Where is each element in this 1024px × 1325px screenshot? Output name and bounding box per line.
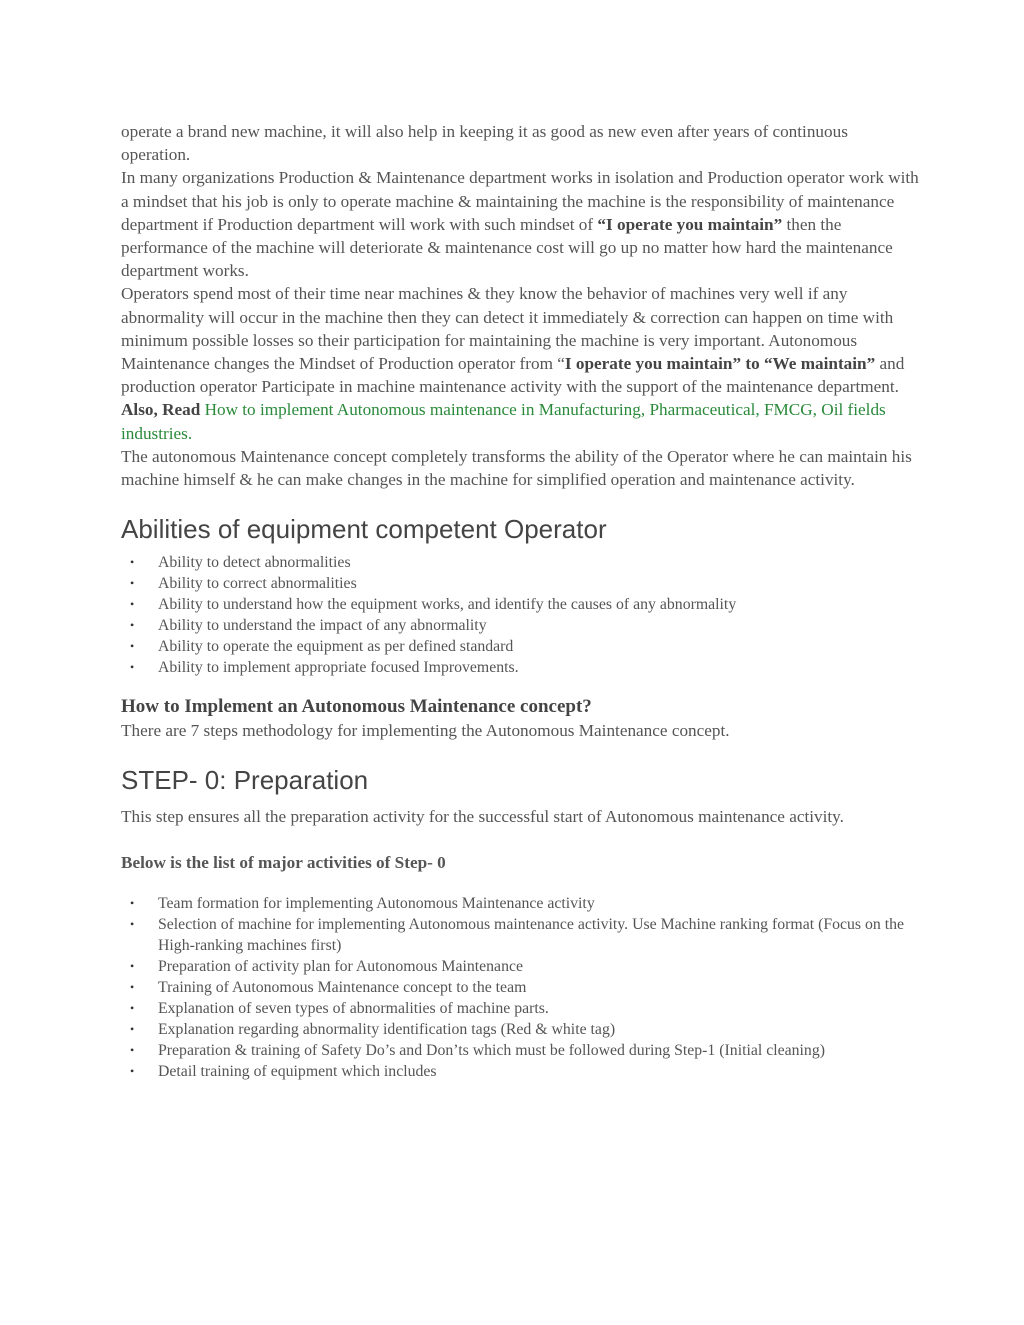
subheading-step-0-activities: Below is the list of major activities of Step- 0 — [121, 852, 446, 872]
list-item: • Ability to understand how the equipment works, and identify the causes of any abnormality — [130, 596, 737, 614]
list-item: • Selection of machine for implementing Autonomous maintenance activity. Use Machine ranking format (Focus on the High-ranking machines first) — [130, 915, 905, 954]
paragraph-step-0: This step ensures all the preparation activity for the successful start of Autonomous maintenance activity. — [121, 807, 844, 827]
step-0-activities-list — [121, 893, 921, 1082]
bullet-icon: • — [130, 1042, 135, 1057]
paragraph-operators-text-b: and production operator Participate in machine maintenance activity with the support of the maintenance department. — [121, 354, 905, 397]
quote-we-maintain: I operate you maintain” to “We maintain” — [564, 354, 876, 374]
also-read-label: Also, Read — [121, 400, 201, 420]
list-item: • Detail training of equipment which includes — [130, 1062, 437, 1080]
bullet-icon: • — [130, 660, 135, 675]
bullet-icon: • — [130, 1021, 135, 1036]
paragraph-isolation — [121, 166, 921, 282]
bullet-icon: • — [130, 895, 135, 910]
bullet-icon: • — [130, 916, 135, 931]
bullet-icon: • — [130, 618, 135, 633]
list-item: • Explanation of seven types of abnormalities of machine parts. — [130, 999, 549, 1017]
heading-step-0: STEP- 0: Preparation — [121, 765, 369, 796]
bullet-icon: • — [130, 1063, 135, 1078]
bullet-icon: • — [130, 979, 135, 994]
paragraph-isolation-text-a: In many organizations Production & Maintenance department works in isolation and Production operator work with a mindset that his job is only to operate machine & maintaining the machine is the responsibility of maintenance department if Production department will work with such mindset of — [121, 168, 919, 234]
paragraph-isolation-text-b: then the performance of the machine will deteriorate & maintenance cost will go up no matter how hard the maintenance department works. — [121, 214, 893, 281]
bullet-icon: • — [130, 576, 135, 591]
paragraph-transform: The autonomous Maintenance concept completely transforms the ability of the Operator where he can maintain his machine himself & he can make changes in the machine for simplified operation and maintenance activity. — [121, 446, 912, 490]
paragraph-intro: operate a brand new machine, it will also help in keeping it as good as new even after years of continuous operation. — [121, 122, 848, 165]
bullet-icon: • — [130, 958, 135, 973]
list-item: • Preparation of activity plan for Autonomous Maintenance — [130, 957, 523, 975]
paragraph-seven-steps: There are 7 steps methodology for implementing the Autonomous Maintenance concept. — [121, 721, 730, 741]
bullet-icon: • — [130, 639, 135, 654]
also-read-link[interactable]: How to implement Autonomous maintenance in Manufacturing, Pharmaceutical, FMCG, Oil fields industries. — [121, 400, 886, 443]
bullet-icon: • — [130, 597, 135, 612]
paragraph-operators-text-a: Operators spend most of their time near machines & they know the behavior of machines very well if any abnormality will occur in the machine then they can detect it immediately & correction can happen on time with minimum possible losses so their participation for maintaining the machine is very important. Autonomous Maintenance changes the Mindset of Production operator from “ — [121, 284, 894, 374]
heading-implement: How to Implement an Autonomous Maintenance concept? — [121, 696, 592, 718]
heading-abilities: Abilities of equipment competent Operator — [121, 514, 607, 545]
list-item: • Team formation for implementing Autonomous Maintenance activity — [130, 894, 595, 912]
paragraph-operators — [121, 282, 921, 398]
list-item: • Ability to detect abnormalities — [130, 554, 351, 572]
bullet-icon: • — [130, 1000, 135, 1015]
list-item: • Ability to understand the impact of any abnormality — [130, 617, 487, 635]
list-item: • Training of Autonomous Maintenance concept to the team — [130, 978, 527, 996]
list-item: • Ability to operate the equipment as per defined standard — [130, 638, 514, 656]
bullet-icon: • — [130, 555, 135, 570]
document-body — [121, 120, 921, 1082]
list-item: • Ability to correct abnormalities — [130, 575, 357, 593]
list-item: • Ability to implement appropriate focused Improvements. — [130, 659, 519, 677]
quote-i-operate: “I operate you maintain” — [597, 214, 783, 234]
abilities-list — [121, 552, 921, 678]
list-item: • Explanation regarding abnormality identification tags (Red & white tag) — [130, 1020, 616, 1038]
also-read-line — [121, 398, 921, 444]
list-item: • Preparation & training of Safety Do’s and Don’ts which must be followed during Step-1 (Initial cleaning) — [130, 1041, 825, 1059]
